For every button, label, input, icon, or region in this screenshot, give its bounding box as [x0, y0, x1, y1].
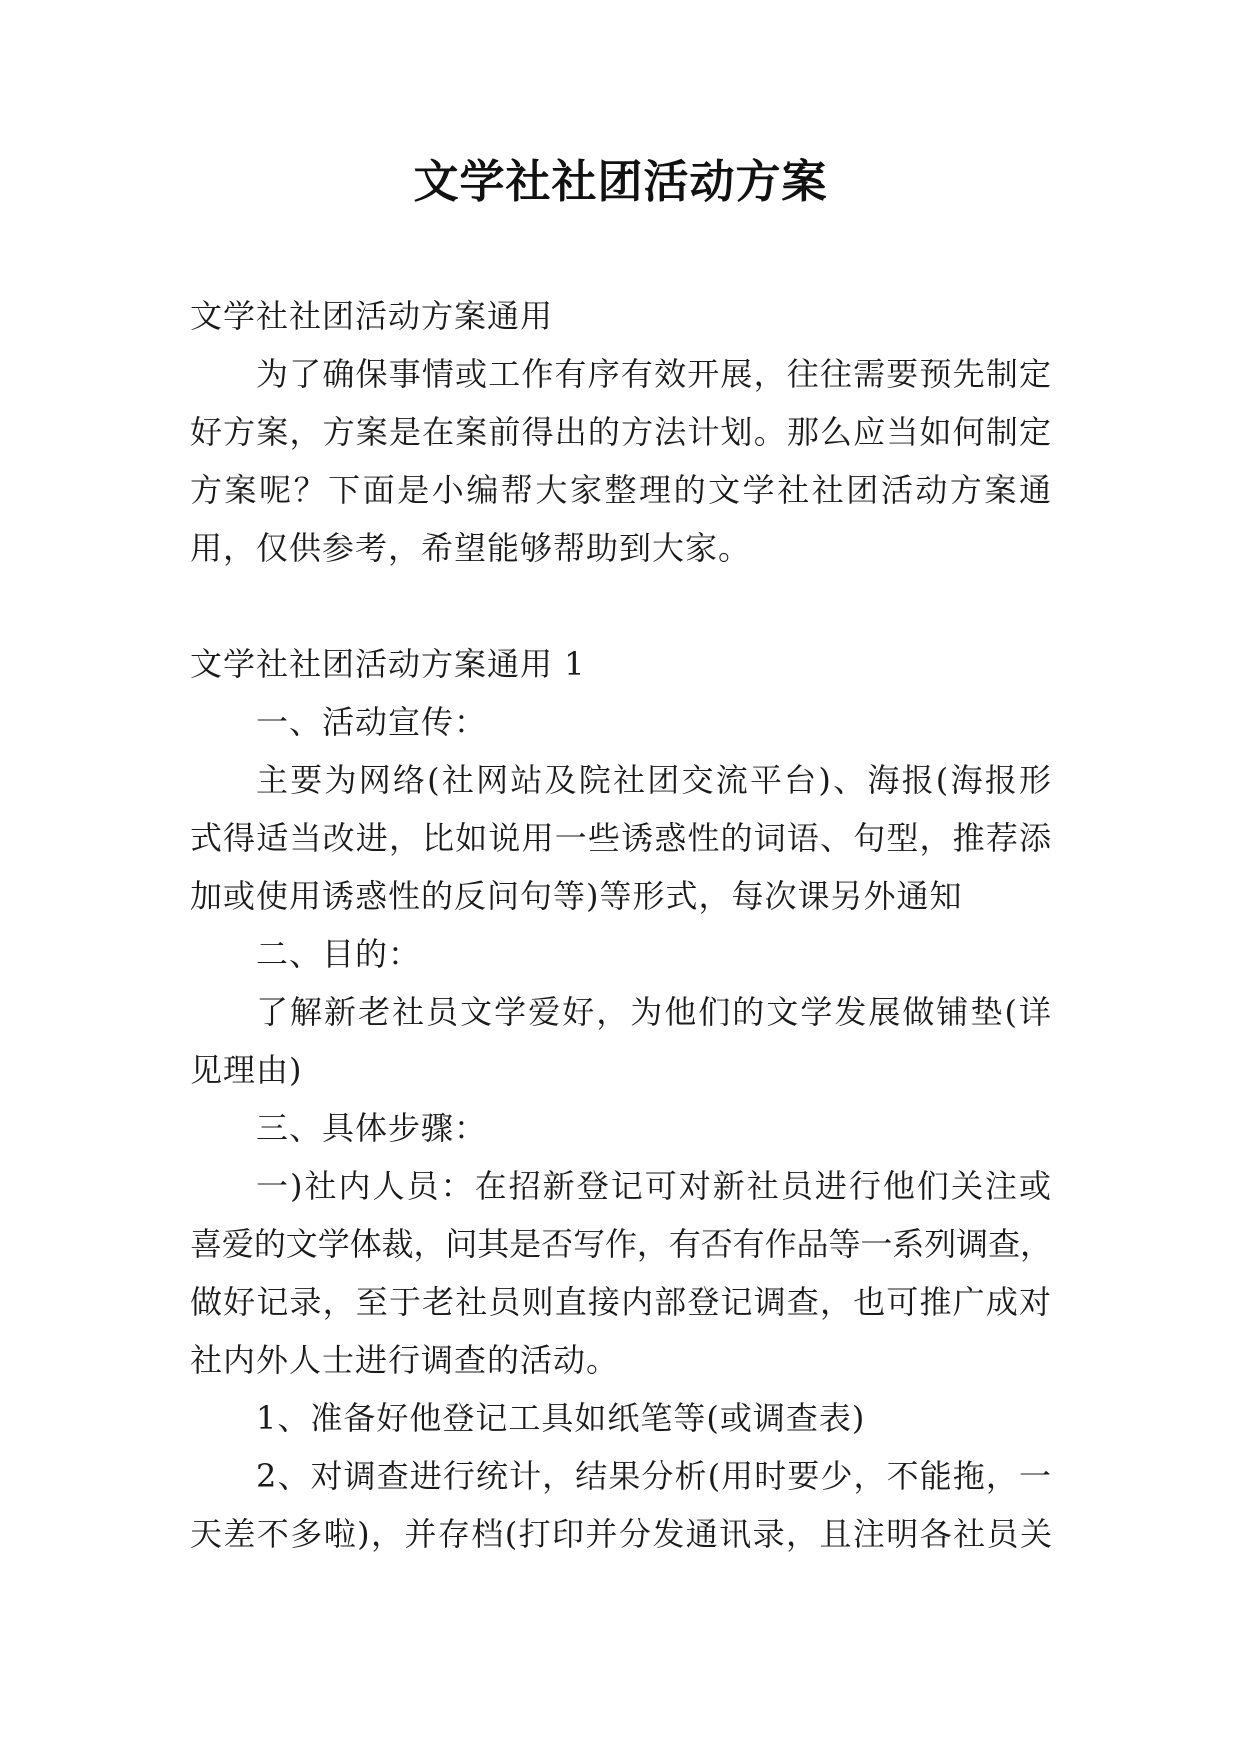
section-body [190, 693, 1051, 1563]
document-heading: 文学社社团活动方案通用 [190, 297, 554, 335]
paragraph-line: 好方案，方案是在案前得出的方法计划。那么应当如何制定 [190, 413, 1051, 451]
paragraph-line: 了解新老社员文学爱好，为他们的文学发展做铺垫(详 [256, 993, 1051, 1031]
list-item: 1、准备好他登记工具如纸笔等(或调查表) [256, 1399, 866, 1437]
paragraph-line: 一)社内人员：在招新登记可对新社员进行他们关注或 [256, 1167, 1051, 1205]
paragraph-line: 见理由) [190, 1051, 303, 1089]
paragraph-line: 做好记录，至于老社员则直接内部登记调查，也可推广成对 [190, 1283, 1051, 1321]
subheading-steps: 三、具体步骤： [256, 1109, 488, 1147]
subheading-publicity: 一、活动宣传： [256, 703, 488, 741]
paragraph-line: 主要为网络(社网站及院社团交流平台)、海报(海报形 [256, 761, 1051, 799]
paragraph-line: 式得适当改进，比如说用一些诱惑性的词语、句型，推荐添 [190, 819, 1051, 857]
document-body [190, 287, 1051, 1563]
list-item: 2、对调查进行统计，结果分析(用时要少，不能拖，一 [256, 1457, 1051, 1495]
section-heading: 文学社社团活动方案通用 1 [190, 645, 586, 683]
paragraph-line: 用，仅供参考，希望能够帮助到大家。 [190, 529, 752, 567]
paragraph-line: 加或使用诱惑性的反问句等)等形式，每次课另外通知 [190, 877, 963, 915]
subheading-purpose: 二、目的： [256, 935, 422, 973]
paragraph-spacer [190, 577, 1051, 635]
paragraph-line: 天差不多啦)，并存档(打印并分发通讯录，且注明各社员关 [190, 1515, 1051, 1553]
intro-paragraph [190, 345, 1051, 577]
paragraph-line: 方案呢？下面是小编帮大家整理的文学社社团活动方案通 [190, 471, 1051, 509]
paragraph-line: 为了确保事情或工作有序有效开展，往往需要预先制定 [256, 355, 1051, 393]
paragraph-line: 喜爱的文学体裁，问其是否写作，有否有作品等一系列调查， [190, 1225, 1051, 1263]
document-title: 文学社社团活动方案 [413, 155, 828, 208]
paragraph-line: 社内外人士进行调查的活动。 [190, 1341, 620, 1379]
